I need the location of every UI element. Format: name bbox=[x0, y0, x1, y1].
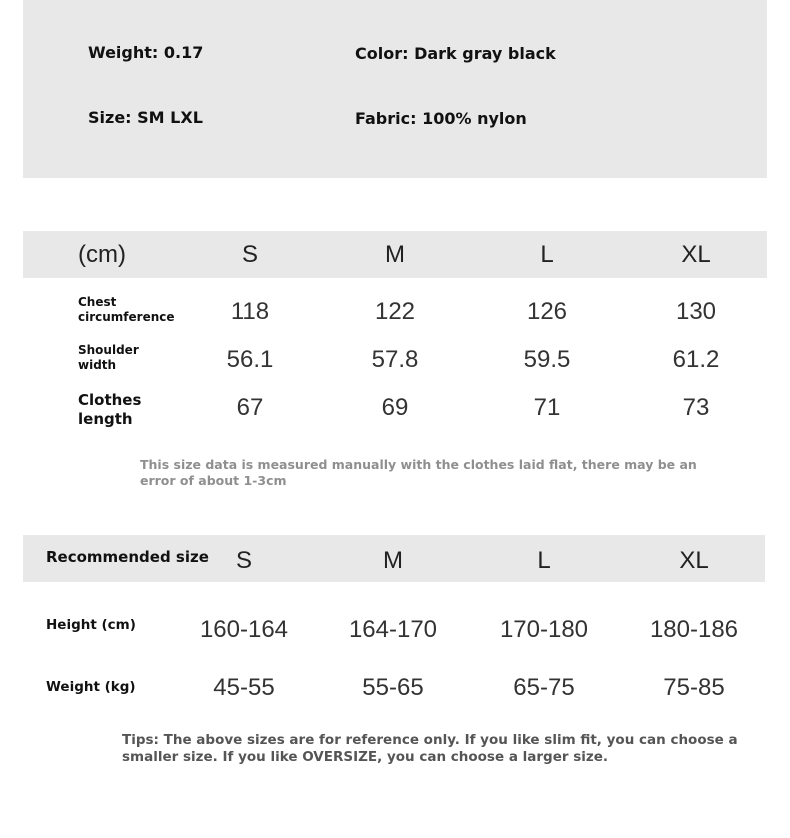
height-value-xl: 180-186 bbox=[649, 616, 739, 643]
size-header-xl: XL bbox=[681, 241, 711, 268]
length-value-m: 69 bbox=[381, 394, 409, 421]
height-value-s: 160-164 bbox=[199, 616, 289, 643]
length-label: Clothes length bbox=[78, 391, 142, 428]
chest-value-m: 122 bbox=[374, 298, 416, 325]
weight-value-xl: 75-85 bbox=[663, 674, 725, 701]
size-header-s: S bbox=[241, 241, 258, 268]
fabric-info: Fabric: 100% nylon bbox=[355, 109, 527, 128]
shoulder-value-m: 57.8 bbox=[371, 346, 419, 373]
weight-label: Weight (kg) bbox=[46, 679, 136, 695]
weight-value-s: 45-55 bbox=[213, 674, 275, 701]
tips-note: Tips: The above sizes are for reference only. If you like slim fit, you can choose a smaller size. If you like OVERSIZE, you can choose a larger size. bbox=[122, 732, 738, 765]
recommended-title: Recommended size bbox=[46, 548, 209, 566]
measurement-note: This size data is measured manually with the clothes laid flat, there may be an error of about 1-3cm bbox=[140, 457, 697, 488]
rec-size-xl: XL bbox=[679, 547, 709, 574]
unit-header: (cm) bbox=[78, 241, 126, 268]
length-value-l: 71 bbox=[533, 394, 561, 421]
height-value-l: 170-180 bbox=[499, 616, 589, 643]
height-label: Height (cm) bbox=[46, 617, 136, 633]
chest-value-xl: 130 bbox=[675, 298, 717, 325]
rec-size-m: M bbox=[383, 547, 403, 574]
chest-value-l: 126 bbox=[526, 298, 568, 325]
weight-value-m: 55-65 bbox=[362, 674, 424, 701]
shoulder-value-xl: 61.2 bbox=[672, 346, 720, 373]
length-value-s: 67 bbox=[236, 394, 264, 421]
chest-value-s: 118 bbox=[230, 298, 270, 325]
rec-size-s: S bbox=[235, 547, 252, 574]
rec-size-l: L bbox=[537, 547, 551, 574]
shoulder-value-s: 56.1 bbox=[226, 346, 274, 373]
weight-info: Weight: 0.17 bbox=[88, 43, 204, 62]
shoulder-value-l: 59.5 bbox=[523, 346, 571, 373]
size-header-m: M bbox=[385, 241, 405, 268]
size-header-l: L bbox=[540, 241, 554, 268]
length-value-xl: 73 bbox=[682, 394, 710, 421]
chest-label: Chest circumference bbox=[78, 295, 175, 324]
weight-value-l: 65-75 bbox=[513, 674, 575, 701]
height-value-m: 164-170 bbox=[348, 616, 438, 643]
product-info-panel bbox=[23, 0, 767, 178]
shoulder-label: Shoulder width bbox=[78, 343, 139, 372]
color-info: Color: Dark gray black bbox=[355, 44, 556, 63]
size-info: Size: SM LXL bbox=[88, 108, 203, 127]
